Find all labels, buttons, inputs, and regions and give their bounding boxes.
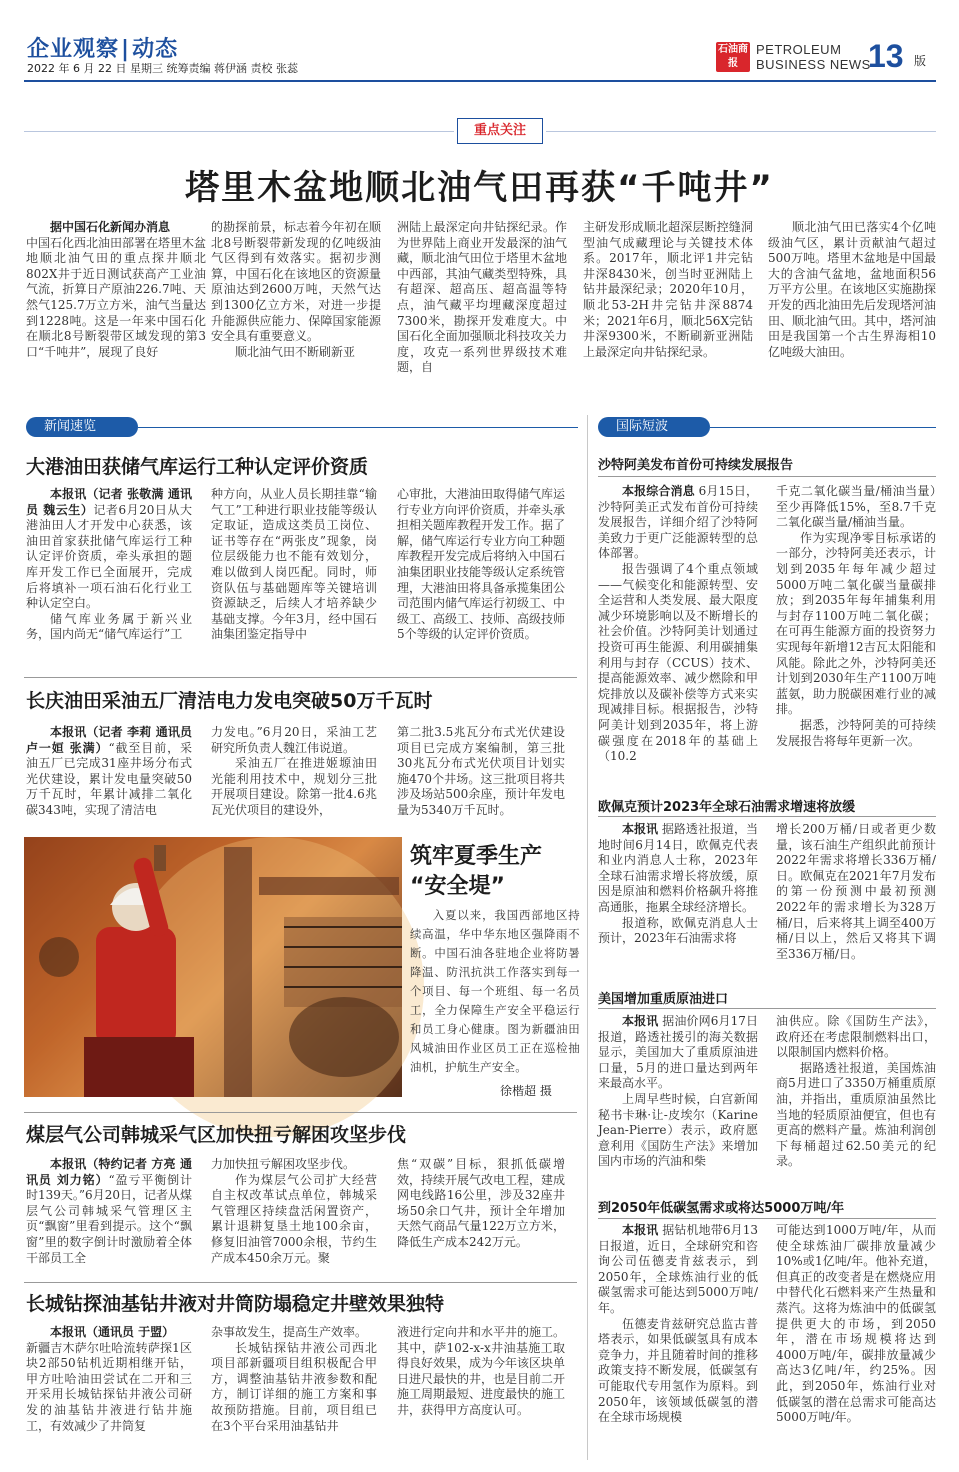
article-1-col2	[211, 487, 377, 667]
intl-4-title: 到2050年低碳氢需求或将达5000万吨/年	[598, 1201, 845, 1216]
article-1-title: 大港油田获储气库运行工种认定评价资质	[26, 456, 369, 478]
intl-3-c2a: 油供应。除《国防生产法》，政府还在考虑限制燃料出口，以限制国内燃料价格。	[776, 1014, 936, 1060]
article-1-c3: 心审批，大港油田取得储气库运行专业方向评价资质，并牵头承担相关题库教程开发工作。据了解，储气库运行专业方向工种题库教程开发完成后将纳入中国石油集团职业技能等级认定系统管理，大港油田将具备承揽集团公司范围内储气库运行初级工、中级工、高级工、技师、高级技师5个等级的认定评价资质。	[397, 487, 566, 642]
masthead-rule	[24, 80, 936, 82]
intl-2-c2: 增长200万桶/日或者更少数量，该石油生产组织此前预计2022年需求将增长336万桶/日。欧佩克在2021年7月发布的第一份预测中最初预测2022年的需求增长为328万桶/日，后来将其上调至400万桶/日以上，然后又将其下调至336万桶/日。	[776, 822, 936, 961]
intl-3-col2	[776, 1014, 936, 1180]
photo-caption-text: 入夏以来，我国西部地区持续高温，华中华东地区强降雨不断。中国石油各驻地企业将防暑降温、防汛抗洪工作落实到每一个项目、每一个班组、每一名员工，全力保障生产安全平稳运行和员工身心健康。图为新疆油田风城油田作业区员工正在巡检抽油机，护航生产安全。	[410, 908, 580, 1074]
intl-2-c1a: 据路透社报道，当地时间6月14日，欧佩克代表和业内消息人士称，2023年全球石油需求增长将放缓，原因是原油和燃料价格飙升将推高通胀，拖累全球经济增长。	[598, 822, 758, 914]
intl-1-c1a: 6月15日，沙特阿美正式发布首份可持续发展报告，详细介绍了沙特阿美致力于更广泛能源转型的总体部署。	[598, 484, 758, 561]
article-3-byline: 本报讯（特约记者 方亮 通讯员 刘力铭）	[26, 1157, 192, 1187]
intl-3-title: 美国增加重质原油进口	[598, 992, 729, 1007]
article-4-c2b: 长城钻探钻井液公司西北项目部新疆项目组积极配合甲方，调整油基钻井液参数和配方，制订详细的施工方案和事故预防措施。目前，项目组已在3个平台采用油基钻井	[211, 1340, 377, 1433]
section-separator: |	[121, 37, 131, 62]
article-1-c1a: 记者6月20日从大港油田人才开发中心获悉，该油田首家获批储气库运行工种认定评价资质，牵头承担的题库开发工作已全面展开，完成后将填补一项石油石化行业工种认定空白。	[26, 502, 192, 611]
article-4-col1	[26, 1325, 192, 1450]
article-2-col3	[397, 725, 565, 829]
article-4-col3	[397, 1325, 565, 1450]
intl-2-col2	[776, 822, 936, 982]
focus-col3-text: 洲陆上最深定向井钻探纪录。作为世界陆上商业开发最深的油气藏，顺北油气田位于塔里木盆地中西部，其油气藏类型特殊，具有超深、超高压、超高温等特点，油气藏平均埋藏深度超过7300米，勘探开发难度大。中国石化全面加强顺北科技攻关力度，攻克一系列世界级技术难题，自	[397, 220, 567, 375]
english-title-line1: PETROLEUM	[756, 42, 842, 57]
article-2-c3: 第二批3.5兆瓦分布式光伏建设项目已完成方案编制，第三批30兆瓦分布式光伏项目计划实施470个井场。这三批项目将共涉及场站500余座，预计年发电量为5340万千瓦时。	[397, 725, 565, 817]
article-1-byline: 本报讯（记者 张敬满 通讯员 魏云生）	[26, 487, 192, 517]
oil-worker-illustration	[24, 837, 402, 1097]
focus-col1-text: 中国石化西北油田部署在塔里木盆地顺北油气田的重点探井顺北802X井于近日测试获高产工业油气流，折算日产原油226.7吨、天然气125.7万立方米，油气当量达到1228吨。这是一年来中国石化在顺北8号断裂带区域发现的第3口“千吨井”，展现了良好	[26, 235, 207, 359]
article-2-col1	[26, 725, 192, 829]
article-4-c2a: 杂事故发生，提高生产效率。	[211, 1325, 368, 1339]
intl-1-c2c: 据悉，沙特阿美的可持续发展报告将每年更新一次。	[776, 717, 936, 748]
page-suffix: 版	[914, 54, 927, 68]
intl-1-c2a: 千克二氧化碳当量/桶油当量）至少再降低15%，至8.7千克二氧化碳当量/桶油当量。	[776, 484, 936, 530]
article-2-title: 长庆油田采油五厂清洁电力发电突破50万千瓦时	[26, 690, 433, 712]
section-title	[27, 32, 178, 63]
newspaper-logo: 石油商报	[716, 42, 750, 72]
intl-1-c1b: 报告强调了4个重点领域——气候变化和能源转型、安全运营和人类发展、最大限度减少环境影响以及不断增长的社会价值。沙特阿美计划通过投资可再生能源、利用碳捕集利用与封存（CCUS）技术、提高能源效率、减少燃除和甲烷排放以及碳补偿等方式来实现减排目标。根据报告，沙特阿美计划到2035年，将上游碳强度在2018年的基础上（10.2	[598, 561, 758, 764]
focus-column-4	[583, 220, 753, 380]
article-1-c1b: 储气库业务属于新兴业务，国内尚无“储气库运行”工	[26, 611, 192, 642]
article-2-c2a: 力发电。”6月20日，采油工艺研究所负责人魏江伟说道。	[211, 725, 377, 755]
intl-2-title: 欧佩克预计2023年全球石油需求增速将放缓	[598, 800, 856, 815]
article-3-col1	[26, 1157, 192, 1277]
article-3-c2a: 力加快扭亏解困攻坚步伐。	[211, 1157, 356, 1171]
intl-4-title-rule	[598, 1218, 936, 1219]
masthead	[0, 0, 959, 82]
column-separator	[587, 415, 588, 1460]
article-4-col2	[211, 1325, 377, 1450]
intl-1-col2	[776, 484, 936, 756]
focus-column-2	[211, 220, 381, 380]
article-2-col2	[211, 725, 377, 829]
article-3-c2b: 作为煤层气公司扩大经营自主权改革试点单位，韩城采气管理区持续盘活闲置资产，累计退耕复垦土地100余亩，修复旧油管7000余根，节约生产成本450余万元。聚	[211, 1172, 377, 1265]
focus-divider-left	[24, 131, 454, 132]
news-section-line	[138, 427, 578, 428]
article-3-divider	[24, 1112, 577, 1113]
focus-column-3	[397, 220, 567, 380]
focus-col2a-text: 的勘探前景，标志着今年初在顺北8号断裂带新发现的亿吨级油气区得到有效落实。据初步测算，中国石化在该地区的资源量原油达到2600万吨，天然气达到1300亿立方米，对进一步提升能源供应能力、保障国家能源安全具有重要意义。	[211, 220, 381, 344]
intl-4-col2	[776, 1223, 936, 1458]
intl-1-c2b: 作为实现净零目标承诺的一部分，沙特阿美还表示，计划到2035年每年减少超过5000万吨二氧化碳当量碳排放；到2035年每年捕集利用与封存1100万吨二氧化碳；在可再生能源方面的投资努力实现每年新增12吉瓦太阳能和风能。除此之外，沙特阿美还计划到2030年生产1100万吨蓝氨，助力脱碳困难行业的减排。	[776, 530, 936, 717]
article-4-byline: 本报讯（通讯员 于盟）	[50, 1325, 175, 1339]
article-3-col2	[211, 1157, 377, 1277]
english-title	[756, 42, 871, 72]
article-3-c3: 焦“双碳”目标，狠抓低碳增效，持续开展气改电工程，建成网电线路16公里，涉及32座井场50余口气井，预计全年增加天然气商品气量122万立方米，降低生产成本242万元。	[397, 1157, 566, 1249]
oil-worker-photo	[24, 837, 402, 1097]
intl-1-title: 沙特阿美发布首份可持续发展报告	[598, 458, 794, 473]
article-4-divider	[24, 1282, 577, 1283]
focus-column-1	[26, 220, 206, 380]
intl-3-col1	[598, 1014, 758, 1180]
intl-2-col1	[598, 822, 758, 982]
article-4-title: 长城钻探油基钻井液对井筒防塌稳定井壁效果独特	[26, 1293, 445, 1315]
article-1-divider	[24, 677, 577, 678]
article-4-c1: 新疆吉木萨尔吐哈流转萨探1区块2部50钻机近期相继开钻，甲方吐哈油田尝试在二开和三开采用长城钻探钻井液公司研发的油基钻井液进行钻井施工，有效减少了井筒复	[26, 1340, 192, 1433]
intl-4-col1	[598, 1223, 758, 1458]
article-1-col1	[26, 487, 192, 667]
focus-tag: 重点关注	[457, 118, 543, 144]
section-sub: 动态	[132, 37, 179, 62]
article-1-c2: 种方向，从业人员长期挂靠“输气工”工种进行职业技能等级认定取证，造成这类员工岗位、证书等存在“两张皮”现象，岗位层级能力也不能有效划分，难以做到人岗匹配。同时，师资队伍与基础题库等关键培训资源缺乏，后续人才培养缺少基础支撑。今年3月，经中国石油集团鉴定指导中	[211, 487, 377, 642]
focus-column-5	[768, 220, 936, 380]
photo-title-line2: “安全堤”	[410, 874, 505, 899]
section-main: 企业观察	[27, 37, 120, 62]
intl-3-title-rule	[598, 1008, 936, 1009]
article-1-col3	[397, 487, 565, 667]
intl-2-title-rule	[598, 816, 936, 817]
article-4-c3: 液进行定向井和水平井的施工。其中，萨102-x-x井油基施工取得良好效果，成为今年该区块单日进尺最快的井，也是目前二开施工周期最短、进度最快的施工井，获得甲方高度认可。	[397, 1325, 566, 1417]
page-number: 13	[868, 38, 904, 74]
article-3-title: 煤层气公司韩城采气区加快扭亏解困攻坚步伐	[26, 1124, 407, 1146]
intl-3-c2b: 据路透社报道，美国炼油商5月进口了3350万桶重质原油，并指出，重质原油虽然比当地的轻质原油便宜，但也有更高的燃料产量。炼油利润创下每桶超过62.50美元的纪录。	[776, 1060, 936, 1169]
intl-1-title-rule	[598, 476, 936, 477]
intl-4-c1b: 伍德麦肯兹研究总监古普塔表示，如果低碳氢具有成本竞争力，并且随着时间的推移政策支持不断发展，低碳氢有可能取代专用氢作为原料。到2050年，该领域低碳氢的潜在全球市场规模	[598, 1316, 758, 1425]
intl-4-byline: 本报讯	[622, 1223, 659, 1237]
intl-3-c1a: 据油价网6月17日报道，路透社援引的海关数据显示，美国加大了重质原油进口量，5月的进口量达到两年来最高水平。	[598, 1014, 758, 1091]
article-3-col3	[397, 1157, 565, 1277]
article-2-byline: 本报讯（记者 李莉 通讯员 卢一姮 张满）	[26, 725, 192, 755]
intl-3-byline: 本报讯	[622, 1014, 659, 1028]
english-title-line2: BUSINESS NEWS	[756, 57, 871, 72]
focus-byline: 据中国石化新闻办消息	[50, 220, 171, 234]
photo-caption	[410, 906, 580, 1077]
news-section-pill: 新闻速览	[26, 417, 138, 437]
intl-section-pill: 国际短波	[598, 417, 710, 437]
intl-4-c1a: 据钻机地带6月13日报道，近日，全球研究和咨询公司伍德麦肯兹表示，到2050年，全球炼油行业的低碳氢需求可能达到5000万吨/年。	[598, 1223, 758, 1315]
intl-1-col1	[598, 484, 758, 764]
focus-col4-text: 主研发形成顺北超深层断控缝洞型油气成藏理论与关键技术体系。2017年，顺北评1井完钻井深8430米，创当时亚洲陆上钻井最深纪录；2020年10月，顺北53-2H井完钻井深8874米；2021年6月，顺北56X完钻井深9300米，不断刷新亚洲陆上最深定向井钻探纪录。	[583, 220, 753, 359]
focus-divider-right	[546, 131, 936, 132]
intl-1-byline: 本报综合消息	[622, 484, 695, 498]
focus-col5-text: 顺北油气田已落实4个亿吨级油气区，累计贡献油气超过500万吨。塔里木盆地是中国最大的含油气盆地，盆地面积56万平方公里。在该地区实施勘探开发的西北油田先后发现塔河油田、顺北油气田。其中，塔河油田是我国第一个古生界海相10亿吨级大油田。	[768, 220, 937, 359]
article-2-c1: “截至目前，采油五厂已完成31座井场分布式光伏建设，累计发电量突破50万千瓦时，年累计减排二氧化碳343吨，实现了清洁电	[26, 740, 192, 817]
page-headline: 塔里木盆地顺北油气田再获“千吨井”	[185, 168, 774, 208]
photo-title	[410, 842, 542, 902]
focus-col2b-text: 顺北油气田不断刷新亚	[235, 344, 356, 359]
intl-2-c1b: 报道称，欧佩克消息人士预计，2023年石油需求将	[598, 915, 758, 946]
intl-4-c2: 可能达到1000万吨/年，从而使全球炼油厂碳排放量减少10%或1亿吨/年。他补充道，但真正的改变者是在燃烧应用中替代化石燃料来产生热量和蒸汽。这将为炼油中的低碳氢提供更大的市场，到2050年，潜在市场规模将达到4000万吨/年，碳排放量减少高达3亿吨/年，约25%。因此，到2050年，炼油行业对低碳氢的潜在总需求可能高达5000万吨/年。	[776, 1223, 936, 1425]
intl-2-byline: 本报讯	[622, 822, 659, 836]
article-3-c1: “盈亏平衡倒计时139天。”6月20日，记者从煤层气公司韩城采气管理区主页“飘窗”里看到提示。这个“飘窗”里的数字倒计时激励着全体干部员工全	[26, 1172, 192, 1265]
intl-section-line	[710, 427, 936, 428]
issue-meta: 2022 年 6 月 22 日 星期三 统筹责编 蒋伊涵 责校 张蕊	[27, 62, 298, 75]
photo-credit: 徐楷超 摄	[500, 1084, 552, 1098]
intl-3-c1b: 上周早些时候，白宫新闻秘书卡琳·让-皮埃尔（Karine Jean-Pierre）表示，政府愿意利用《国防生产法》来增加国内市场的汽油和柴	[598, 1091, 758, 1169]
article-2-c2b: 采油五厂在推进姬塬油田光能利用技术中，规划分三批开展项目建设。除第一批4.6兆瓦光伏项目的建设外，	[211, 756, 377, 817]
photo-title-line1: 筑牢夏季生产	[410, 844, 543, 869]
